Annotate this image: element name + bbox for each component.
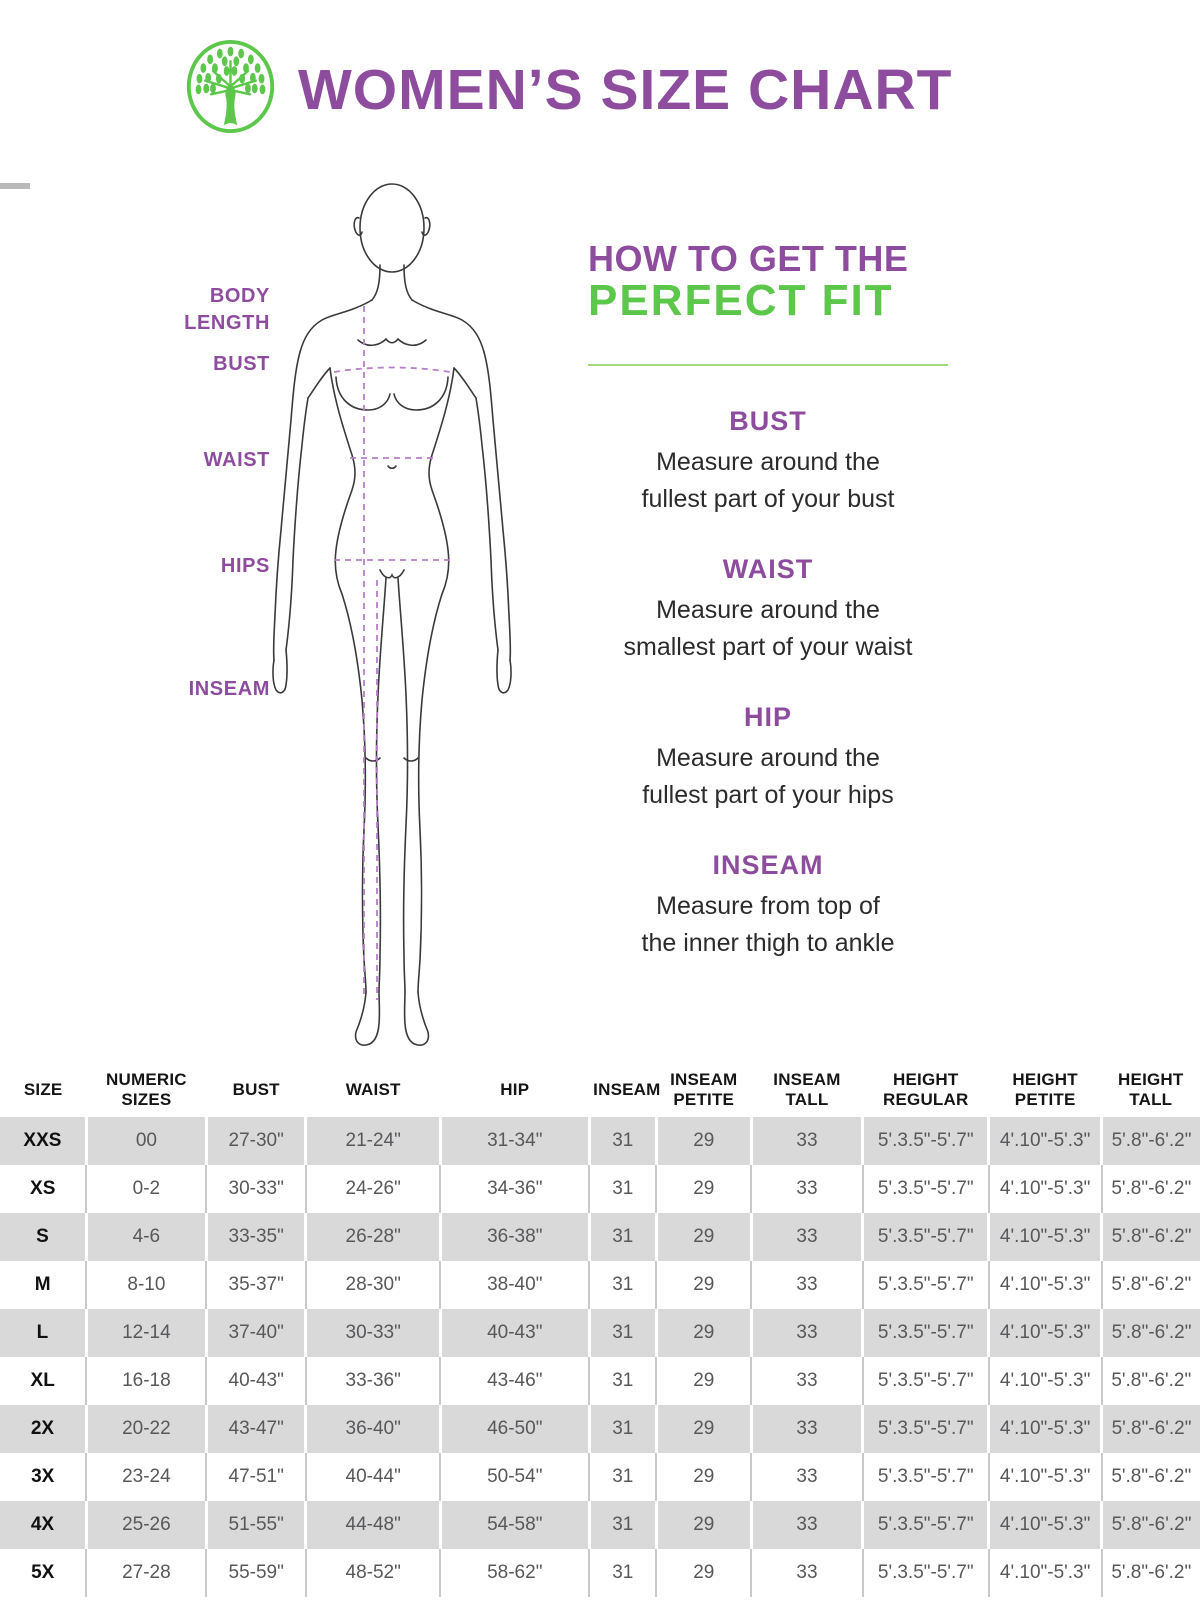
value-cell: 5'.3.5"-5'.7" — [863, 1213, 989, 1261]
value-cell: 5'.8"-6'.2" — [1102, 1117, 1200, 1165]
value-cell: 40-43" — [440, 1309, 589, 1357]
value-cell: 33 — [751, 1549, 863, 1597]
label-hips: HIPS — [220, 555, 270, 577]
value-cell: 31 — [589, 1357, 656, 1405]
guide-section-bust — [588, 404, 948, 518]
size-cell: XL — [0, 1357, 86, 1405]
value-cell: 50-54" — [440, 1453, 589, 1501]
value-cell: 31 — [589, 1117, 656, 1165]
value-cell: 21-24" — [306, 1117, 440, 1165]
column-header: HEIGHT REGULAR — [863, 1062, 989, 1117]
guide-text: Measure around the — [656, 744, 880, 772]
column-header: WAIST — [306, 1062, 440, 1117]
guide-heading: HIP — [743, 702, 792, 732]
value-cell: 4'.10"-5'.3" — [989, 1357, 1102, 1405]
value-cell: 29 — [656, 1117, 751, 1165]
value-cell: 33 — [751, 1453, 863, 1501]
value-cell: 35-37" — [206, 1261, 306, 1309]
guide-text: smallest part of your waist — [623, 633, 913, 661]
guide-section-hip — [588, 700, 948, 814]
value-cell: 5'.3.5"-5'.7" — [863, 1453, 989, 1501]
size-cell: M — [0, 1261, 86, 1309]
column-header: INSEAM PETITE — [656, 1062, 751, 1117]
size-cell: S — [0, 1213, 86, 1261]
value-cell: 36-40" — [306, 1405, 440, 1453]
column-header: BUST — [206, 1062, 306, 1117]
value-cell: 33 — [751, 1501, 863, 1549]
value-cell: 31 — [589, 1213, 656, 1261]
value-cell: 30-33" — [306, 1309, 440, 1357]
value-cell: 43-46" — [440, 1357, 589, 1405]
value-cell: 29 — [656, 1453, 751, 1501]
table-row — [0, 1453, 1200, 1501]
table-header-row — [0, 1062, 1200, 1117]
label-bust: BUST — [213, 353, 270, 375]
value-cell: 0-2 — [86, 1165, 206, 1213]
bust-line — [334, 368, 450, 373]
value-cell: 5'.3.5"-5'.7" — [863, 1357, 989, 1405]
guide-divider — [588, 364, 948, 366]
value-cell: 8-10 — [86, 1261, 206, 1309]
value-cell: 29 — [656, 1501, 751, 1549]
value-cell: 33-36" — [306, 1357, 440, 1405]
label-body-length: BODY LENGTH — [184, 285, 270, 334]
value-cell: 5'.8"-6'.2" — [1102, 1261, 1200, 1309]
size-cell: L — [0, 1309, 86, 1357]
value-cell: 5'.3.5"-5'.7" — [863, 1549, 989, 1597]
value-cell: 27-30" — [206, 1117, 306, 1165]
table-row — [0, 1117, 1200, 1165]
column-header: INSEAM — [589, 1062, 656, 1117]
value-cell: 33 — [751, 1165, 863, 1213]
guide-section-waist — [588, 552, 948, 666]
guide-text: the inner thigh to ankle — [641, 929, 895, 957]
value-cell: 34-36" — [440, 1165, 589, 1213]
value-cell: 5'.8"-6'.2" — [1102, 1165, 1200, 1213]
value-cell: 30-33" — [206, 1165, 306, 1213]
value-cell: 31 — [589, 1549, 656, 1597]
value-cell: 20-22 — [86, 1405, 206, 1453]
value-cell: 4'.10"-5'.3" — [989, 1117, 1102, 1165]
value-cell: 29 — [656, 1309, 751, 1357]
size-cell: XXS — [0, 1117, 86, 1165]
value-cell: 4'.10"-5'.3" — [989, 1405, 1102, 1453]
fit-guide — [588, 240, 948, 962]
value-cell: 40-43" — [206, 1357, 306, 1405]
value-cell: 46-50" — [440, 1405, 589, 1453]
value-cell: 29 — [656, 1213, 751, 1261]
value-cell: 5'.8"-6'.2" — [1102, 1309, 1200, 1357]
size-cell: XS — [0, 1165, 86, 1213]
value-cell: 36-38" — [440, 1213, 589, 1261]
value-cell: 5'.8"-6'.2" — [1102, 1501, 1200, 1549]
table-row — [0, 1261, 1200, 1309]
value-cell: 4'.10"-5'.3" — [989, 1549, 1102, 1597]
guide-title-line1: HOW TO GET THE — [588, 238, 909, 279]
table-row — [0, 1213, 1200, 1261]
value-cell: 5'.3.5"-5'.7" — [863, 1165, 989, 1213]
value-cell: 33 — [751, 1309, 863, 1357]
column-header: HIP — [440, 1062, 589, 1117]
value-cell: 24-26" — [306, 1165, 440, 1213]
value-cell: 28-30" — [306, 1261, 440, 1309]
value-cell: 4'.10"-5'.3" — [989, 1453, 1102, 1501]
value-cell: 25-26 — [86, 1501, 206, 1549]
body-figure-illustration — [260, 160, 520, 1060]
page-title: WOMEN’S SIZE CHART — [298, 58, 953, 122]
value-cell: 44-48" — [306, 1501, 440, 1549]
table-row — [0, 1165, 1200, 1213]
size-cell: 4X — [0, 1501, 86, 1549]
guide-heading: BUST — [729, 406, 807, 436]
value-cell: 29 — [656, 1405, 751, 1453]
value-cell: 4'.10"-5'.3" — [989, 1261, 1102, 1309]
value-cell: 31 — [589, 1261, 656, 1309]
column-header: HEIGHT TALL — [1102, 1062, 1200, 1117]
value-cell: 31 — [589, 1165, 656, 1213]
value-cell: 5'.3.5"-5'.7" — [863, 1117, 989, 1165]
value-cell: 33 — [751, 1117, 863, 1165]
tree-logo-icon — [182, 38, 279, 135]
size-cell: 5X — [0, 1549, 86, 1597]
value-cell: 5'.3.5"-5'.7" — [863, 1309, 989, 1357]
table-row — [0, 1405, 1200, 1453]
page-edge-mark — [0, 183, 30, 189]
value-cell: 27-28 — [86, 1549, 206, 1597]
value-cell: 12-14 — [86, 1309, 206, 1357]
size-table — [0, 1062, 1200, 1597]
value-cell: 31 — [589, 1405, 656, 1453]
value-cell: 29 — [656, 1357, 751, 1405]
value-cell: 5'.8"-6'.2" — [1102, 1213, 1200, 1261]
value-cell: 5'.3.5"-5'.7" — [863, 1405, 989, 1453]
value-cell: 33-35" — [206, 1213, 306, 1261]
value-cell: 16-18 — [86, 1357, 206, 1405]
value-cell: 31 — [589, 1453, 656, 1501]
value-cell: 47-51" — [206, 1453, 306, 1501]
value-cell: 43-47" — [206, 1405, 306, 1453]
value-cell: 40-44" — [306, 1453, 440, 1501]
size-cell: 2X — [0, 1405, 86, 1453]
size-table-body — [0, 1117, 1200, 1597]
value-cell: 31 — [589, 1501, 656, 1549]
value-cell: 38-40" — [440, 1261, 589, 1309]
value-cell: 48-52" — [306, 1549, 440, 1597]
label-waist: WAIST — [203, 449, 270, 471]
column-header: SIZE — [0, 1062, 86, 1117]
guide-text: Measure around the — [656, 448, 880, 476]
value-cell: 4'.10"-5'.3" — [989, 1213, 1102, 1261]
guide-section-inseam — [588, 848, 948, 962]
value-cell: 23-24 — [86, 1453, 206, 1501]
value-cell: 29 — [656, 1165, 751, 1213]
value-cell: 58-62" — [440, 1549, 589, 1597]
value-cell: 33 — [751, 1213, 863, 1261]
guide-heading: WAIST — [722, 554, 814, 584]
value-cell: 55-59" — [206, 1549, 306, 1597]
value-cell: 33 — [751, 1357, 863, 1405]
value-cell: 4'.10"-5'.3" — [989, 1165, 1102, 1213]
value-cell: 4'.10"-5'.3" — [989, 1309, 1102, 1357]
value-cell: 5'.3.5"-5'.7" — [863, 1261, 989, 1309]
table-row — [0, 1501, 1200, 1549]
guide-text: fullest part of your hips — [642, 781, 894, 809]
value-cell: 5'.8"-6'.2" — [1102, 1357, 1200, 1405]
guide-text: Measure from top of — [656, 892, 880, 920]
value-cell: 5'.8"-6'.2" — [1102, 1453, 1200, 1501]
value-cell: 37-40" — [206, 1309, 306, 1357]
value-cell: 29 — [656, 1549, 751, 1597]
guide-title-line2: PERFECT FIT — [588, 276, 894, 325]
table-row — [0, 1549, 1200, 1597]
value-cell: 26-28" — [306, 1213, 440, 1261]
table-row — [0, 1309, 1200, 1357]
size-cell: 3X — [0, 1453, 86, 1501]
column-header: NUMERIC SIZES — [86, 1062, 206, 1117]
value-cell: 33 — [751, 1405, 863, 1453]
guide-text: Measure around the — [656, 596, 880, 624]
value-cell: 5'.8"-6'.2" — [1102, 1405, 1200, 1453]
value-cell: 31-34" — [440, 1117, 589, 1165]
value-cell: 4'.10"-5'.3" — [989, 1501, 1102, 1549]
column-header: HEIGHT PETITE — [989, 1062, 1102, 1117]
value-cell: 29 — [656, 1261, 751, 1309]
value-cell: 31 — [589, 1309, 656, 1357]
table-row — [0, 1357, 1200, 1405]
guide-heading: INSEAM — [712, 850, 824, 880]
value-cell: 54-58" — [440, 1501, 589, 1549]
value-cell: 5'.8"-6'.2" — [1102, 1549, 1200, 1597]
label-inseam: INSEAM — [188, 678, 270, 700]
value-cell: 00 — [86, 1117, 206, 1165]
value-cell: 4-6 — [86, 1213, 206, 1261]
value-cell: 5'.3.5"-5'.7" — [863, 1501, 989, 1549]
value-cell: 51-55" — [206, 1501, 306, 1549]
guide-text: fullest part of your bust — [641, 485, 895, 513]
value-cell: 33 — [751, 1261, 863, 1309]
column-header: INSEAM TALL — [751, 1062, 863, 1117]
